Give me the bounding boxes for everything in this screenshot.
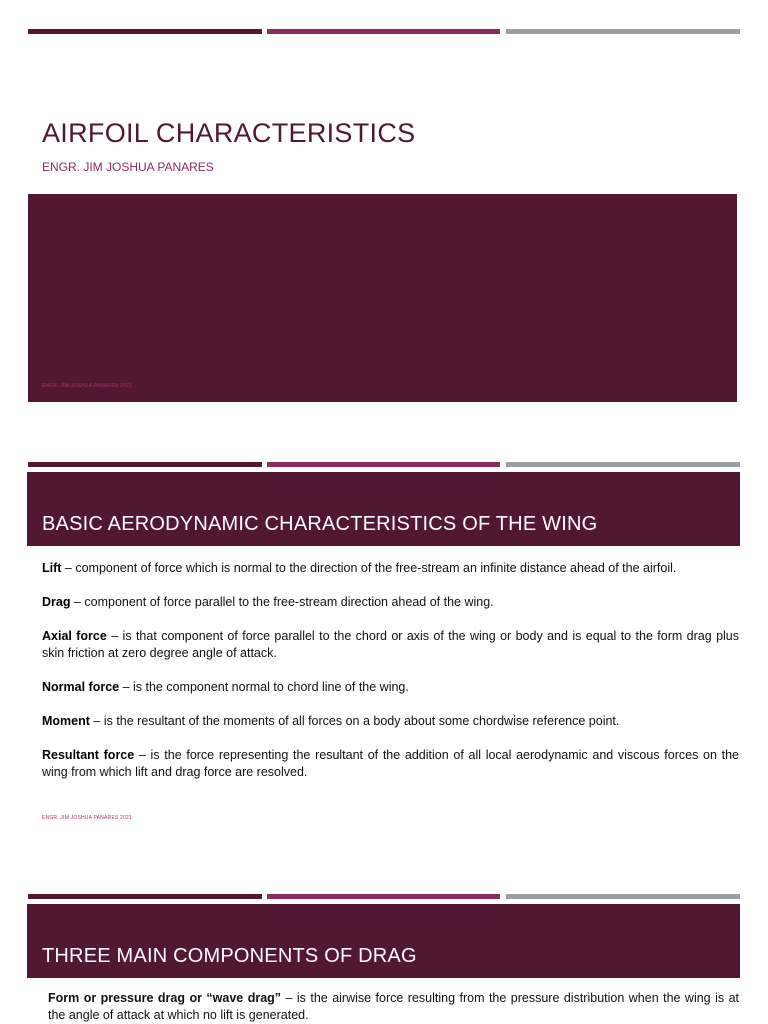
accent-bar-dark [28,462,262,467]
slide-basic-characteristics [0,462,768,862]
definition-text: – is the force representing the resultant of the addition of all local aerodynamic and viscous forces on the wing from which lift and drag force are resolved. [42,748,739,779]
accent-bars [28,894,740,899]
definition-text: – component of force which is normal to the direction of the free-stream an infinite distance ahead of the airfoil. [61,561,677,575]
definition-item [42,747,739,781]
accent-bar-magenta [267,894,500,899]
slide-heading: THREE MAIN COMPONENTS OF DRAG [42,945,417,967]
definition-item [48,990,739,1024]
definition-term: Moment [42,714,90,728]
definition-text: – is the component normal to chord line of the wing. [119,680,409,694]
slide-heading: BASIC AERODYNAMIC CHARACTERISTICS OF THE WING [42,513,598,535]
slide-footer: ENGR. JIM JOSHUA PANARES 2021 [42,383,132,389]
definition-term: Normal force [42,680,120,694]
slide-author-subtitle: ENGR. JIM JOSHUA PANARES [42,160,214,174]
accent-bar-gray [506,29,740,34]
definition-text: – is the resultant of the moments of all forces on a body about some chordwise reference point. [89,714,620,728]
accent-bars [28,462,740,467]
definition-text: – component of force parallel to the free-stream direction ahead of the wing. [70,595,494,609]
definition-item [42,628,739,662]
title-band [27,472,740,546]
definition-item [42,560,739,577]
hero-panel [28,194,737,402]
accent-bar-gray [506,894,740,899]
accent-bars [28,29,740,34]
definition-item [42,713,739,730]
definition-text: – is the airwise force resulting from the pressure distribution when the wing is at the angle of attack at which no lift is generated. [48,991,739,1022]
accent-bar-magenta [267,462,500,467]
definition-term: Lift [42,561,62,575]
accent-bar-dark [28,29,262,34]
title-band [27,904,740,978]
definition-term: Resultant force [42,748,135,762]
definition-term: Axial force [42,629,107,643]
definition-item [42,594,739,611]
definition-term: Drag [42,595,71,609]
definition-list [42,560,739,798]
accent-bar-dark [28,894,262,899]
definition-text: – is that component of force parallel to the chord or axis of the wing or body and is equal to the form drag plus skin friction at zero degree angle of attack. [42,629,739,660]
accent-bar-gray [506,462,740,467]
slide-title [0,0,768,430]
slide-drag-components [0,894,768,1024]
slide-title-heading: AIRFOIL CHARACTERISTICS [42,118,416,148]
definition-term: Form or pressure drag or “wave drag” [48,991,282,1005]
accent-bar-magenta [267,29,500,34]
slide-footer: ENGR. JIM JOSHUA PANARES 2021 [42,815,132,821]
definition-item [42,679,739,696]
